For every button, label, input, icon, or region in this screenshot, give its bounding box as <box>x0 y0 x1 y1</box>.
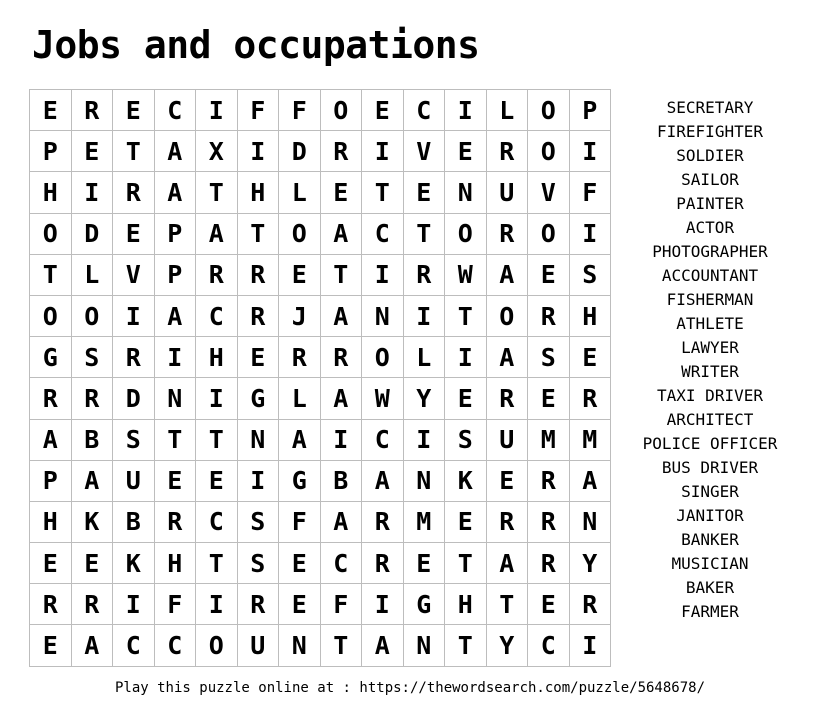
grid-cell[interactable]: U <box>237 625 279 666</box>
grid-cell[interactable]: T <box>30 254 72 295</box>
grid-cell[interactable]: A <box>320 295 362 336</box>
grid-cell[interactable]: T <box>445 543 487 584</box>
grid-cell[interactable]: H <box>30 501 72 542</box>
grid-cell[interactable]: T <box>196 543 238 584</box>
grid-cell[interactable]: C <box>362 419 404 460</box>
word-list-item: POLICE OFFICER <box>642 434 778 453</box>
grid-cell[interactable]: R <box>113 172 155 213</box>
grid-cell[interactable]: N <box>445 172 487 213</box>
grid-cell[interactable]: R <box>486 378 528 419</box>
grid-cell[interactable]: C <box>154 625 196 666</box>
word-list-item: ACTOR <box>685 218 735 237</box>
grid-cell[interactable]: F <box>279 90 321 131</box>
word-list <box>620 96 800 624</box>
grid-cell[interactable]: O <box>486 295 528 336</box>
grid-cell[interactable]: G <box>279 460 321 501</box>
grid-cell[interactable]: H <box>30 172 72 213</box>
grid-cell[interactable]: Y <box>403 378 445 419</box>
grid-cell[interactable]: O <box>445 213 487 254</box>
grid-cell[interactable]: B <box>71 419 113 460</box>
grid-cell[interactable]: N <box>362 295 404 336</box>
footer-link-text: Play this puzzle online at : https://thewordsearch.com/puzzle/5648678/ <box>114 680 705 696</box>
grid-cell[interactable]: N <box>569 501 611 542</box>
letter-grid <box>29 89 611 667</box>
grid-cell[interactable]: I <box>196 378 238 419</box>
grid-cell[interactable]: A <box>279 419 321 460</box>
grid-cell[interactable]: I <box>71 172 113 213</box>
grid-cell[interactable]: T <box>362 172 404 213</box>
grid-cell[interactable]: T <box>486 584 528 625</box>
grid-cell[interactable]: O <box>528 90 570 131</box>
word-list-item: SINGER <box>681 482 739 501</box>
grid-cell[interactable]: F <box>569 172 611 213</box>
grid-cell[interactable]: O <box>196 625 238 666</box>
grid-row <box>30 90 611 131</box>
grid-cell[interactable]: D <box>71 213 113 254</box>
word-list-item: LAWYER <box>681 338 739 357</box>
grid-cell[interactable]: G <box>30 337 72 378</box>
grid-cell[interactable]: S <box>528 337 570 378</box>
grid-cell[interactable]: R <box>237 254 279 295</box>
grid-cell[interactable]: T <box>403 213 445 254</box>
grid-cell[interactable]: E <box>528 584 570 625</box>
grid-row <box>30 378 611 419</box>
grid-cell[interactable]: T <box>320 625 362 666</box>
grid-cell[interactable]: T <box>113 131 155 172</box>
grid-cell[interactable]: A <box>196 213 238 254</box>
grid-cell[interactable]: A <box>320 501 362 542</box>
grid-cell[interactable]: C <box>528 625 570 666</box>
word-list-item: FARMER <box>681 602 739 621</box>
grid-cell[interactable]: N <box>279 625 321 666</box>
word-list-item: JANITOR <box>676 506 744 525</box>
grid-cell[interactable]: A <box>362 460 404 501</box>
grid-cell[interactable]: E <box>30 625 72 666</box>
grid-cell[interactable]: I <box>154 337 196 378</box>
grid-cell[interactable]: P <box>154 254 196 295</box>
grid-cell[interactable]: R <box>528 543 570 584</box>
grid-cell[interactable]: I <box>362 584 404 625</box>
grid-cell[interactable]: E <box>528 254 570 295</box>
grid-cell[interactable]: S <box>237 543 279 584</box>
grid-row <box>30 213 611 254</box>
grid-cell[interactable]: B <box>320 460 362 501</box>
grid-cell[interactable]: A <box>30 419 72 460</box>
grid-cell[interactable]: O <box>30 213 72 254</box>
grid-cell[interactable]: R <box>71 378 113 419</box>
grid-cell[interactable]: T <box>237 213 279 254</box>
word-list-item: ACCOUNTANT <box>661 266 759 285</box>
grid-cell[interactable]: R <box>71 584 113 625</box>
grid-cell[interactable]: C <box>362 213 404 254</box>
grid-row <box>30 460 611 501</box>
grid-row <box>30 543 611 584</box>
grid-row <box>30 419 611 460</box>
grid-cell[interactable]: R <box>362 543 404 584</box>
grid-cell[interactable]: E <box>528 378 570 419</box>
word-list-item: MUSICIAN <box>671 554 749 573</box>
grid-cell[interactable]: P <box>569 90 611 131</box>
grid-cell[interactable]: A <box>71 625 113 666</box>
grid-cell[interactable]: F <box>279 501 321 542</box>
grid-cell[interactable]: R <box>486 131 528 172</box>
grid-cell[interactable]: E <box>196 460 238 501</box>
grid-row <box>30 337 611 378</box>
grid-cell[interactable]: A <box>486 337 528 378</box>
grid-cell[interactable]: O <box>30 295 72 336</box>
grid-cell[interactable]: E <box>569 337 611 378</box>
grid-cell[interactable]: J <box>279 295 321 336</box>
grid-cell[interactable]: R <box>71 90 113 131</box>
grid-cell[interactable]: E <box>279 254 321 295</box>
grid-cell[interactable]: F <box>237 90 279 131</box>
grid-cell[interactable]: B <box>113 501 155 542</box>
grid-cell[interactable]: R <box>528 295 570 336</box>
grid-cell[interactable]: L <box>279 172 321 213</box>
grid-cell[interactable]: M <box>569 419 611 460</box>
grid-cell[interactable]: U <box>486 419 528 460</box>
grid-cell[interactable]: N <box>403 460 445 501</box>
grid-cell[interactable]: C <box>320 543 362 584</box>
grid-cell[interactable]: R <box>196 254 238 295</box>
grid-row <box>30 172 611 213</box>
grid-cell[interactable]: N <box>154 378 196 419</box>
grid-cell[interactable]: N <box>403 625 445 666</box>
grid-cell[interactable]: L <box>71 254 113 295</box>
grid-cell[interactable]: P <box>154 213 196 254</box>
grid-cell[interactable]: C <box>113 625 155 666</box>
word-list-item: WRITER <box>681 362 739 381</box>
grid-cell[interactable]: E <box>237 337 279 378</box>
grid-cell[interactable]: K <box>113 543 155 584</box>
grid-cell[interactable]: A <box>486 543 528 584</box>
grid-cell[interactable]: O <box>71 295 113 336</box>
grid-cell[interactable]: I <box>196 90 238 131</box>
grid-cell[interactable]: I <box>320 419 362 460</box>
grid-cell[interactable]: R <box>403 254 445 295</box>
grid-cell[interactable]: H <box>445 584 487 625</box>
grid-cell[interactable]: A <box>362 625 404 666</box>
grid-cell[interactable]: R <box>528 460 570 501</box>
word-list-item: BANKER <box>681 530 739 549</box>
word-list-item: SAILOR <box>681 170 739 189</box>
grid-cell[interactable]: O <box>528 131 570 172</box>
grid-cell[interactable]: A <box>154 172 196 213</box>
grid-cell[interactable]: F <box>154 584 196 625</box>
grid-cell[interactable]: R <box>113 337 155 378</box>
grid-cell[interactable]: V <box>528 172 570 213</box>
grid-cell[interactable]: D <box>279 131 321 172</box>
grid-cell[interactable]: T <box>445 295 487 336</box>
grid-cell[interactable]: E <box>320 172 362 213</box>
grid-cell[interactable]: Y <box>486 625 528 666</box>
grid-cell[interactable]: I <box>569 625 611 666</box>
grid-cell[interactable]: T <box>320 254 362 295</box>
grid-cell[interactable]: E <box>279 584 321 625</box>
word-list-item: BUS DRIVER <box>661 458 759 477</box>
grid-cell[interactable]: S <box>445 419 487 460</box>
grid-cell[interactable]: C <box>403 90 445 131</box>
grid-cell[interactable]: H <box>237 172 279 213</box>
word-list-item: ARCHITECT <box>666 410 754 429</box>
grid-cell[interactable]: E <box>445 378 487 419</box>
grid-cell[interactable]: V <box>113 254 155 295</box>
grid-cell[interactable]: R <box>237 584 279 625</box>
word-list-item: FIREFIGHTER <box>657 122 763 141</box>
grid-cell[interactable]: P <box>30 460 72 501</box>
grid-row <box>30 584 611 625</box>
grid-cell[interactable]: L <box>279 378 321 419</box>
grid-cell[interactable]: O <box>279 213 321 254</box>
grid-cell[interactable]: E <box>445 131 487 172</box>
grid-cell[interactable]: A <box>569 460 611 501</box>
grid-cell[interactable]: I <box>445 90 487 131</box>
grid-row <box>30 295 611 336</box>
word-list-item: SECRETARY <box>666 98 754 117</box>
grid-cell[interactable]: R <box>528 501 570 542</box>
grid-cell[interactable]: E <box>30 90 72 131</box>
grid-cell[interactable]: X <box>196 131 238 172</box>
grid-cell[interactable]: R <box>362 501 404 542</box>
grid-cell[interactable]: W <box>445 254 487 295</box>
grid-cell[interactable]: K <box>71 501 113 542</box>
grid-cell[interactable]: I <box>237 131 279 172</box>
grid-cell[interactable]: R <box>237 295 279 336</box>
grid-cell[interactable]: R <box>30 378 72 419</box>
grid-cell[interactable]: S <box>113 419 155 460</box>
grid-cell[interactable]: I <box>403 295 445 336</box>
grid-cell[interactable]: A <box>154 131 196 172</box>
grid-cell[interactable]: K <box>445 460 487 501</box>
grid-cell[interactable]: M <box>403 501 445 542</box>
grid-cell[interactable]: I <box>569 131 611 172</box>
grid-cell[interactable]: E <box>113 90 155 131</box>
grid-cell[interactable]: E <box>113 213 155 254</box>
grid-cell[interactable]: C <box>154 90 196 131</box>
grid-cell[interactable]: R <box>279 337 321 378</box>
word-list-item: SOLDIER <box>676 146 744 165</box>
grid-cell[interactable]: R <box>320 337 362 378</box>
grid-cell[interactable]: T <box>445 625 487 666</box>
grid-cell[interactable]: R <box>30 584 72 625</box>
word-list-item: PHOTOGRAPHER <box>652 242 768 261</box>
grid-cell[interactable]: O <box>528 213 570 254</box>
grid-cell[interactable]: R <box>486 501 528 542</box>
grid-cell[interactable]: I <box>237 460 279 501</box>
grid-cell[interactable]: E <box>403 543 445 584</box>
grid-cell[interactable]: T <box>154 419 196 460</box>
grid-cell[interactable]: E <box>154 460 196 501</box>
grid-cell[interactable]: C <box>196 501 238 542</box>
grid-cell[interactable]: V <box>403 131 445 172</box>
grid-row <box>30 501 611 542</box>
grid-cell[interactable]: E <box>445 501 487 542</box>
word-list-item: FISHERMAN <box>666 290 754 309</box>
grid-cell[interactable]: H <box>196 337 238 378</box>
word-list-item: BAKER <box>685 578 735 597</box>
grid-cell[interactable]: Y <box>569 543 611 584</box>
grid-cell[interactable]: U <box>486 172 528 213</box>
grid-cell[interactable]: E <box>486 460 528 501</box>
grid-cell[interactable]: E <box>403 172 445 213</box>
grid-cell[interactable]: R <box>154 501 196 542</box>
grid-cell[interactable]: R <box>320 131 362 172</box>
grid-cell[interactable]: O <box>320 90 362 131</box>
grid-cell[interactable]: R <box>569 378 611 419</box>
grid-row <box>30 254 611 295</box>
grid-cell[interactable]: O <box>362 337 404 378</box>
grid-cell[interactable]: I <box>113 584 155 625</box>
grid-cell[interactable]: E <box>71 543 113 584</box>
word-list-item: PAINTER <box>676 194 744 213</box>
grid-cell[interactable]: I <box>403 419 445 460</box>
grid-cell[interactable]: S <box>569 254 611 295</box>
grid-cell[interactable]: A <box>486 254 528 295</box>
grid-cell[interactable]: L <box>486 90 528 131</box>
grid-cell[interactable]: N <box>237 419 279 460</box>
grid-cell[interactable]: R <box>569 584 611 625</box>
grid-cell[interactable]: H <box>154 543 196 584</box>
grid-cell[interactable]: I <box>362 131 404 172</box>
grid-cell[interactable]: M <box>528 419 570 460</box>
grid-cell[interactable]: P <box>30 131 72 172</box>
grid-cell[interactable]: S <box>237 501 279 542</box>
grid-cell[interactable]: F <box>320 584 362 625</box>
grid-cell[interactable]: W <box>362 378 404 419</box>
grid-cell[interactable]: I <box>569 213 611 254</box>
grid-cell[interactable]: D <box>113 378 155 419</box>
grid-cell[interactable]: G <box>403 584 445 625</box>
grid-cell[interactable]: R <box>486 213 528 254</box>
grid-cell[interactable]: E <box>71 131 113 172</box>
puzzle-title: Jobs and occupations <box>32 23 480 67</box>
grid-cell[interactable]: A <box>320 378 362 419</box>
grid-cell[interactable]: H <box>569 295 611 336</box>
grid-cell[interactable]: A <box>71 460 113 501</box>
grid-cell[interactable]: E <box>362 90 404 131</box>
grid-cell[interactable]: I <box>113 295 155 336</box>
grid-cell[interactable]: I <box>362 254 404 295</box>
grid-cell[interactable]: E <box>279 543 321 584</box>
grid-cell[interactable]: L <box>403 337 445 378</box>
grid-cell[interactable]: A <box>154 295 196 336</box>
grid-cell[interactable]: U <box>113 460 155 501</box>
grid-cell[interactable]: T <box>196 172 238 213</box>
grid-cell[interactable]: E <box>30 543 72 584</box>
grid-cell[interactable]: G <box>237 378 279 419</box>
grid-cell[interactable]: I <box>196 584 238 625</box>
grid-row <box>30 131 611 172</box>
grid-cell[interactable]: A <box>320 213 362 254</box>
grid-cell[interactable]: C <box>196 295 238 336</box>
grid-cell[interactable]: I <box>445 337 487 378</box>
word-list-item: TAXI DRIVER <box>657 386 763 405</box>
grid-row <box>30 625 611 666</box>
grid-cell[interactable]: T <box>196 419 238 460</box>
grid-cell[interactable]: S <box>71 337 113 378</box>
word-list-item: ATHLETE <box>676 314 744 333</box>
